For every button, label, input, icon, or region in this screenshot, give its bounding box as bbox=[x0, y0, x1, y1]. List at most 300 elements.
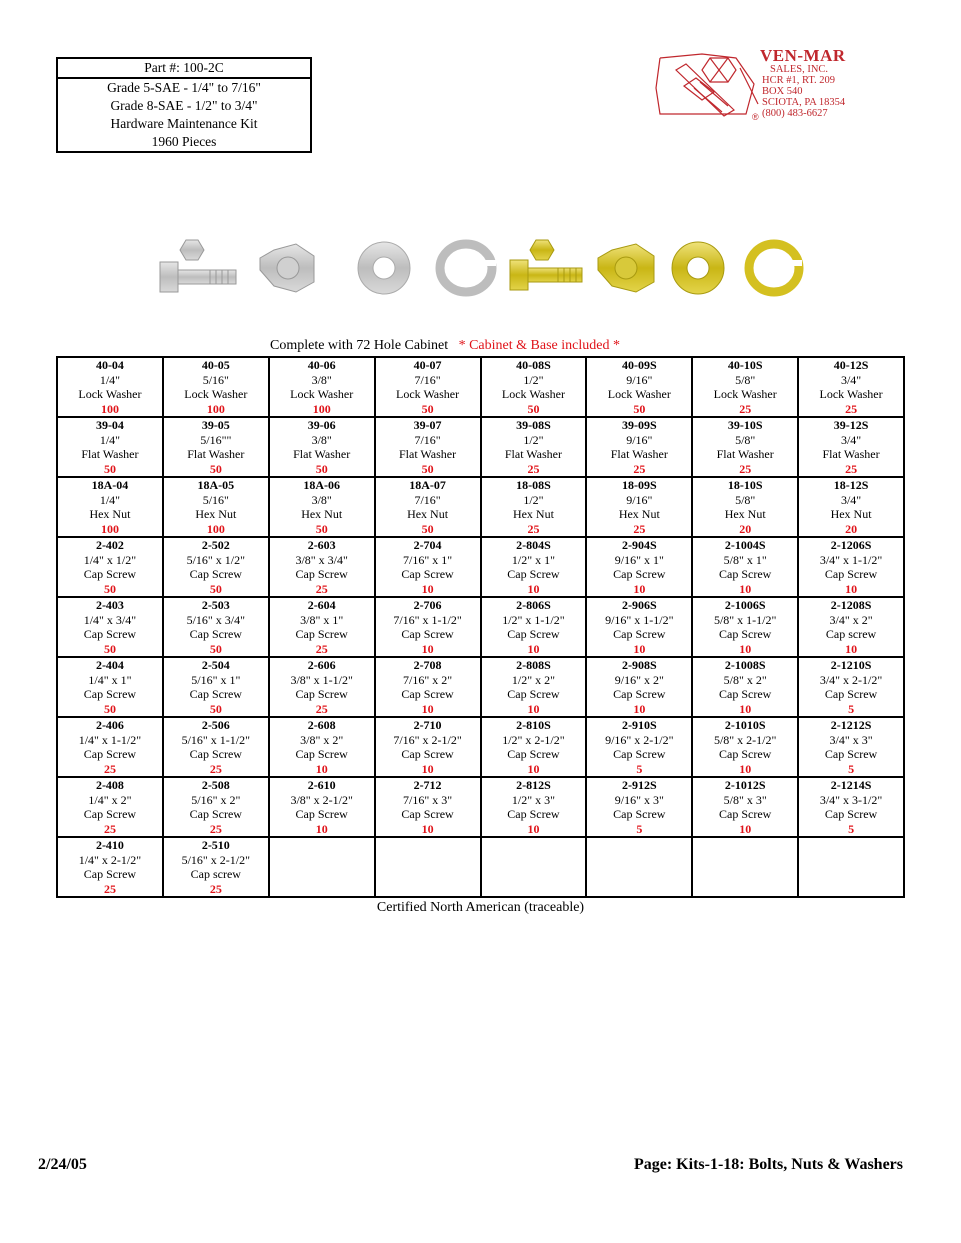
part-size: 9/16" x 2-1/2" bbox=[605, 732, 674, 747]
part-code: 2-1006S bbox=[724, 598, 766, 612]
kit-name: Hardware Maintenance Kit bbox=[110, 116, 258, 131]
part-code: 2-410 bbox=[95, 838, 124, 852]
part-description: Lock Washer bbox=[78, 387, 142, 401]
part-description: Cap Screw bbox=[824, 747, 878, 761]
part-size: 3/4" x 2" bbox=[829, 612, 873, 627]
part-code: 2-912S bbox=[621, 778, 657, 792]
grade5-range: Grade 5-SAE - 1/4" to 7/16" bbox=[107, 80, 261, 95]
part-cell bbox=[375, 477, 481, 537]
part-quantity: 50 bbox=[421, 521, 434, 536]
part-quantity: 100 bbox=[206, 401, 225, 416]
part-cell bbox=[481, 657, 587, 717]
part-quantity: 25 bbox=[633, 521, 646, 536]
part-quantity: 50 bbox=[103, 701, 116, 716]
part-code: 2-503 bbox=[201, 598, 230, 612]
part-description: Lock Washer bbox=[501, 387, 565, 401]
part-cell bbox=[375, 657, 481, 717]
part-cell bbox=[692, 717, 798, 777]
part-size: 3/8" bbox=[311, 432, 332, 447]
part-cell bbox=[481, 537, 587, 597]
part-quantity: 25 bbox=[845, 461, 858, 476]
part-description: Cap Screw bbox=[295, 747, 348, 761]
part-description: Hex Nut bbox=[195, 507, 237, 521]
part-cell bbox=[798, 537, 904, 597]
part-code: 2-606 bbox=[307, 658, 336, 672]
part-size: 3/4" x 3-1/2" bbox=[819, 792, 883, 807]
part-code: 2-603 bbox=[307, 538, 336, 552]
part-cell bbox=[163, 537, 269, 597]
part-cell bbox=[57, 537, 163, 597]
part-cell bbox=[798, 657, 904, 717]
part-size: 9/16" x 1" bbox=[614, 552, 664, 567]
part-size: 3/8" x 1-1/2" bbox=[290, 672, 353, 687]
part-description: Cap Screw bbox=[83, 687, 137, 701]
part-size: 5/8" x 2" bbox=[723, 672, 767, 687]
part-code: 18A-07 bbox=[409, 478, 446, 492]
hex-nut-grade5-icon bbox=[260, 244, 314, 292]
part-code: 2-1004S bbox=[724, 538, 766, 552]
address-line: SALES, INC. bbox=[770, 64, 829, 75]
part-cell bbox=[692, 537, 798, 597]
part-code: 40-07 bbox=[413, 358, 442, 372]
part-description: Flat Washer bbox=[610, 447, 668, 461]
part-code: 2-704 bbox=[413, 538, 442, 552]
cabinet-included-note: * Cabinet & Base included * bbox=[458, 338, 620, 353]
cabinet-note bbox=[270, 338, 620, 354]
part-description: Cap Screw bbox=[507, 567, 560, 581]
part-code: 40-12S bbox=[833, 358, 869, 372]
part-quantity: 100 bbox=[100, 521, 119, 536]
part-code: 40-06 bbox=[307, 358, 336, 372]
part-description: Hex Nut bbox=[89, 507, 131, 521]
part-code: 39-05 bbox=[201, 418, 230, 432]
part-description: Lock Washer bbox=[607, 387, 671, 401]
part-cell bbox=[269, 597, 375, 657]
empty-cell bbox=[692, 837, 798, 897]
part-code: 2-403 bbox=[95, 598, 124, 612]
part-cell bbox=[586, 717, 692, 777]
part-description: Cap Screw bbox=[189, 807, 242, 821]
part-description: Cap Screw bbox=[189, 747, 242, 761]
part-quantity: 50 bbox=[103, 641, 116, 656]
part-size: 5/8" bbox=[735, 492, 756, 507]
part-quantity: 10 bbox=[421, 701, 434, 716]
part-description: Hex Nut bbox=[301, 507, 343, 521]
part-code: 2-808S bbox=[516, 658, 551, 672]
part-code: 40-04 bbox=[95, 358, 124, 372]
part-code: 2-710 bbox=[413, 718, 442, 732]
part-description: Cap Screw bbox=[613, 747, 666, 761]
part-description: Cap Screw bbox=[507, 687, 560, 701]
part-size: 1/2" x 2" bbox=[511, 672, 555, 687]
part-description: Cap Screw bbox=[83, 867, 137, 881]
part-cell bbox=[375, 417, 481, 477]
part-cell bbox=[269, 477, 375, 537]
part-code: 2-810S bbox=[516, 718, 551, 732]
part-cell bbox=[163, 717, 269, 777]
part-size: 7/16" x 2-1/2" bbox=[393, 732, 462, 747]
lock-washer-grade5-icon bbox=[440, 244, 496, 292]
part-size: 5/16" x 1-1/2" bbox=[181, 732, 251, 747]
part-code: 40-09S bbox=[621, 358, 657, 372]
page-label: Page: Kits-1-18: Bolts, Nuts & Washers bbox=[633, 1156, 903, 1173]
part-cell bbox=[269, 717, 375, 777]
part-size: 5/16" x 3/4" bbox=[186, 612, 246, 627]
empty-cell bbox=[269, 837, 375, 897]
part-cell bbox=[798, 417, 904, 477]
part-code: 2-604 bbox=[307, 598, 336, 612]
part-description: Cap screw bbox=[825, 627, 877, 641]
part-quantity: 10 bbox=[739, 641, 752, 656]
part-size: 1/2" x 2-1/2" bbox=[502, 732, 565, 747]
part-quantity: 25 bbox=[739, 461, 752, 476]
part-size: 3/4" x 1-1/2" bbox=[819, 552, 883, 567]
part-description: Cap Screw bbox=[189, 567, 242, 581]
part-code: 40-08S bbox=[516, 358, 551, 372]
part-code: 2-1008S bbox=[724, 658, 766, 672]
part-cell bbox=[586, 777, 692, 837]
part-description: Flat Washer bbox=[293, 447, 351, 461]
part-description: Cap Screw bbox=[295, 627, 348, 641]
part-quantity: 100 bbox=[100, 401, 119, 416]
part-quantity: 25 bbox=[315, 701, 328, 716]
part-description: Hex Nut bbox=[512, 507, 554, 521]
part-description: Cap Screw bbox=[613, 567, 666, 581]
part-code: 39-04 bbox=[95, 418, 124, 432]
part-size: 3/8" bbox=[311, 372, 332, 387]
part-quantity: 10 bbox=[421, 761, 434, 776]
part-cell bbox=[57, 717, 163, 777]
part-size: 3/4" x 3" bbox=[829, 732, 873, 747]
part-size: 1/2" x 1-1/2" bbox=[502, 612, 565, 627]
part-size: 1/4" x 1/2" bbox=[83, 552, 137, 567]
part-code: 2-806S bbox=[516, 598, 551, 612]
part-size: 5/16" x 1" bbox=[191, 672, 241, 687]
part-description: Cap Screw bbox=[189, 627, 242, 641]
part-quantity: 25 bbox=[103, 821, 116, 836]
part-cell bbox=[163, 777, 269, 837]
part-size: 3/4" bbox=[840, 492, 862, 507]
part-cell bbox=[586, 537, 692, 597]
part-cell bbox=[375, 717, 481, 777]
part-size: 1/4" x 2-1/2" bbox=[78, 852, 142, 867]
part-size: 3/8" x 2" bbox=[300, 732, 344, 747]
part-quantity: 50 bbox=[527, 401, 540, 416]
part-code: 39-12S bbox=[833, 418, 869, 432]
part-code: 2-812S bbox=[516, 778, 551, 792]
part-cell bbox=[586, 357, 692, 417]
part-cell bbox=[163, 477, 269, 537]
part-description: Cap Screw bbox=[83, 807, 137, 821]
part-description: Cap Screw bbox=[401, 807, 454, 821]
part-code: 40-05 bbox=[201, 358, 230, 372]
part-cell bbox=[375, 597, 481, 657]
part-code: 39-06 bbox=[307, 418, 336, 432]
part-code: 2-510 bbox=[201, 838, 230, 852]
part-cell bbox=[481, 777, 587, 837]
part-size: 3/8" x 3/4" bbox=[295, 552, 348, 567]
grid-row bbox=[57, 417, 904, 477]
part-size: 5/8" x 1" bbox=[723, 552, 767, 567]
part-description: Cap Screw bbox=[83, 567, 137, 581]
part-quantity: 25 bbox=[315, 581, 328, 596]
part-description: Cap Screw bbox=[613, 807, 666, 821]
part-size: 9/16" bbox=[626, 492, 653, 507]
part-code: 2-910S bbox=[621, 718, 657, 732]
part-size: 1/4" x 1" bbox=[88, 672, 132, 687]
part-cell bbox=[481, 717, 587, 777]
part-quantity: 25 bbox=[527, 521, 540, 536]
part-quantity: 10 bbox=[739, 701, 752, 716]
part-description: Hex Nut bbox=[618, 507, 660, 521]
part-code: 2-1212S bbox=[830, 718, 872, 732]
piece-count: 1960 Pieces bbox=[151, 134, 217, 149]
part-code: 18A-05 bbox=[197, 478, 235, 492]
part-quantity: 10 bbox=[421, 821, 434, 836]
part-size: 7/16" bbox=[414, 372, 441, 387]
part-cell bbox=[692, 777, 798, 837]
part-description: Cap Screw bbox=[507, 807, 560, 821]
part-cell bbox=[269, 357, 375, 417]
part-size: 1/2" bbox=[523, 372, 544, 387]
grid-row bbox=[57, 777, 904, 837]
part-quantity: 25 bbox=[209, 821, 222, 836]
part-quantity: 100 bbox=[206, 521, 225, 536]
part-cell bbox=[269, 657, 375, 717]
part-quantity: 25 bbox=[209, 881, 222, 896]
part-cell bbox=[57, 657, 163, 717]
part-description: Cap Screw bbox=[295, 807, 348, 821]
part-description: Lock Washer bbox=[819, 387, 883, 401]
brand-name: VEN-MAR bbox=[760, 46, 846, 65]
part-description: Cap Screw bbox=[401, 687, 454, 701]
part-quantity: 10 bbox=[527, 641, 540, 656]
part-quantity: 5 bbox=[848, 701, 855, 716]
part-size: 5/16" bbox=[202, 492, 229, 507]
part-size: 9/16" x 3" bbox=[614, 792, 664, 807]
part-code: 2-502 bbox=[201, 538, 230, 552]
part-code: 2-712 bbox=[413, 778, 442, 792]
part-description: Flat Washer bbox=[81, 447, 139, 461]
part-description: Cap Screw bbox=[824, 807, 878, 821]
part-cell bbox=[586, 657, 692, 717]
part-quantity: 10 bbox=[421, 641, 434, 656]
part-description: Cap Screw bbox=[83, 747, 137, 761]
part-code: 2-508 bbox=[201, 778, 230, 792]
part-cell bbox=[163, 417, 269, 477]
part-quantity: 5 bbox=[636, 821, 643, 836]
part-description: Cap Screw bbox=[719, 807, 772, 821]
part-quantity: 50 bbox=[209, 581, 222, 596]
part-size: 5/16" bbox=[202, 372, 229, 387]
part-info-box bbox=[56, 57, 312, 153]
part-size: 3/8" x 1" bbox=[300, 612, 344, 627]
part-code: 2-608 bbox=[307, 718, 336, 732]
part-quantity: 10 bbox=[633, 581, 646, 596]
part-cell bbox=[375, 537, 481, 597]
parts-grid bbox=[56, 356, 905, 898]
grade8-range: Grade 8-SAE - 1/2" to 3/4" bbox=[110, 98, 258, 113]
part-size: 1/2" bbox=[523, 492, 544, 507]
part-cell bbox=[798, 777, 904, 837]
part-quantity: 50 bbox=[315, 521, 328, 536]
part-code: 18-08S bbox=[516, 478, 551, 492]
part-description: Hex Nut bbox=[830, 507, 872, 521]
part-code: 18-09S bbox=[621, 478, 657, 492]
part-size: 1/4" x 1-1/2" bbox=[78, 732, 142, 747]
bolt-logo-icon bbox=[654, 48, 764, 123]
part-code: 18-12S bbox=[833, 478, 869, 492]
part-size: 5/8" bbox=[735, 432, 756, 447]
part-cell bbox=[375, 777, 481, 837]
certification-note: Certified North American (traceable) bbox=[376, 900, 585, 915]
part-size: 1/4" bbox=[99, 372, 121, 387]
part-cell bbox=[798, 477, 904, 537]
part-description: Flat Washer bbox=[716, 447, 774, 461]
part-code: 2-1010S bbox=[724, 718, 766, 732]
part-code: 40-10S bbox=[727, 358, 763, 372]
part-quantity: 25 bbox=[209, 761, 222, 776]
part-number: Part #: 100-2C bbox=[58, 59, 310, 79]
part-description: Cap Screw bbox=[719, 687, 772, 701]
part-code: 2-708 bbox=[413, 658, 442, 672]
part-description: Lock Washer bbox=[396, 387, 460, 401]
part-description: Lock Washer bbox=[290, 387, 354, 401]
part-size: 3/8" bbox=[311, 492, 332, 507]
part-code: 2-1012S bbox=[724, 778, 766, 792]
part-description: Cap Screw bbox=[507, 627, 560, 641]
part-quantity: 50 bbox=[633, 401, 646, 416]
part-quantity: 25 bbox=[527, 461, 540, 476]
part-size: 1/4" x 2" bbox=[88, 792, 132, 807]
part-size: 1/4" bbox=[99, 492, 121, 507]
grid-row bbox=[57, 837, 904, 897]
part-quantity: 10 bbox=[527, 761, 540, 776]
flat-washer-grade5-icon bbox=[358, 242, 410, 294]
part-code: 18-10S bbox=[727, 478, 763, 492]
part-code: 2-1208S bbox=[830, 598, 872, 612]
part-size: 3/4" x 2-1/2" bbox=[819, 672, 883, 687]
part-cell bbox=[481, 417, 587, 477]
venmar-logo bbox=[654, 48, 884, 123]
part-cell bbox=[269, 537, 375, 597]
part-code: 39-09S bbox=[621, 418, 657, 432]
part-code: 2-610 bbox=[307, 778, 336, 792]
part-quantity: 10 bbox=[421, 581, 434, 596]
part-size: 5/16" x 2-1/2" bbox=[181, 852, 251, 867]
part-quantity: 10 bbox=[845, 641, 858, 656]
part-code: 2-1210S bbox=[830, 658, 872, 672]
part-quantity: 5 bbox=[636, 761, 643, 776]
part-size: 5/16" x 2" bbox=[191, 792, 241, 807]
document-date: 2/24/05 bbox=[38, 1156, 87, 1173]
part-code: 2-906S bbox=[621, 598, 657, 612]
part-code: 2-908S bbox=[621, 658, 657, 672]
part-quantity: 50 bbox=[421, 461, 434, 476]
part-cell bbox=[57, 417, 163, 477]
part-cell bbox=[163, 837, 269, 897]
part-size: 5/8" x 1-1/2" bbox=[713, 612, 777, 627]
part-size: 3/8" x 2-1/2" bbox=[290, 792, 353, 807]
part-quantity: 50 bbox=[103, 461, 116, 476]
part-quantity: 10 bbox=[739, 821, 752, 836]
part-code: 2-504 bbox=[201, 658, 230, 672]
part-cell bbox=[57, 477, 163, 537]
part-quantity: 10 bbox=[633, 641, 646, 656]
part-code: 2-406 bbox=[95, 718, 124, 732]
part-description: Cap Screw bbox=[824, 687, 878, 701]
part-quantity: 20 bbox=[739, 521, 752, 536]
part-size: 1/2" bbox=[523, 432, 544, 447]
part-cell bbox=[269, 777, 375, 837]
part-description: Cap Screw bbox=[401, 627, 454, 641]
part-quantity: 50 bbox=[209, 641, 222, 656]
part-description: Flat Washer bbox=[187, 447, 245, 461]
part-description: Hex Nut bbox=[407, 507, 449, 521]
part-cell bbox=[57, 837, 163, 897]
part-size: 7/16" x 2" bbox=[402, 672, 453, 687]
part-cell bbox=[481, 357, 587, 417]
empty-cell bbox=[375, 837, 481, 897]
part-description: Cap Screw bbox=[507, 747, 560, 761]
empty-cell bbox=[586, 837, 692, 897]
grid-row bbox=[57, 477, 904, 537]
part-size: 7/16" x 1" bbox=[402, 552, 453, 567]
part-description: Cap Screw bbox=[719, 627, 772, 641]
part-quantity: 50 bbox=[209, 461, 222, 476]
address-line: SCIOTA, PA 18354 bbox=[762, 97, 846, 108]
part-size: 1/2" x 3" bbox=[511, 792, 555, 807]
part-cell bbox=[798, 597, 904, 657]
part-code: 2-506 bbox=[201, 718, 230, 732]
part-size: 7/16" bbox=[414, 492, 441, 507]
part-code: 2-706 bbox=[413, 598, 442, 612]
part-cell bbox=[57, 777, 163, 837]
part-size: 1/4" bbox=[99, 432, 121, 447]
lock-washer-grade8-icon bbox=[749, 244, 802, 292]
flat-washer-grade8-icon bbox=[672, 242, 724, 294]
part-quantity: 100 bbox=[312, 401, 331, 416]
part-quantity: 50 bbox=[315, 461, 328, 476]
part-size: 3/4" bbox=[840, 432, 862, 447]
part-quantity: 20 bbox=[845, 521, 858, 536]
part-description: Cap Screw bbox=[613, 627, 666, 641]
part-size: 7/16" x 1-1/2" bbox=[393, 612, 462, 627]
company-address bbox=[762, 64, 845, 119]
part-cell bbox=[586, 417, 692, 477]
part-code: 2-1214S bbox=[830, 778, 872, 792]
part-quantity: 10 bbox=[527, 701, 540, 716]
part-size: 7/16" bbox=[414, 432, 441, 447]
part-description: Cap Screw bbox=[401, 747, 454, 761]
address-line: BOX 540 bbox=[762, 86, 803, 97]
grid-row bbox=[57, 357, 904, 417]
part-quantity: 25 bbox=[633, 461, 646, 476]
part-size: 1/4" x 3/4" bbox=[83, 612, 137, 627]
grid-row bbox=[57, 537, 904, 597]
part-quantity: 10 bbox=[527, 581, 540, 596]
part-cell bbox=[481, 477, 587, 537]
cap-screw-grade5-icon bbox=[160, 240, 236, 292]
part-size: 5/16"" bbox=[200, 432, 232, 447]
part-quantity: 25 bbox=[103, 881, 116, 896]
part-description: Flat Washer bbox=[822, 447, 880, 461]
part-quantity: 25 bbox=[739, 401, 752, 416]
part-size: 5/8" x 3" bbox=[723, 792, 767, 807]
part-quantity: 50 bbox=[421, 401, 434, 416]
part-size: 1/2" x 1" bbox=[511, 552, 555, 567]
part-code: 2-404 bbox=[95, 658, 124, 672]
